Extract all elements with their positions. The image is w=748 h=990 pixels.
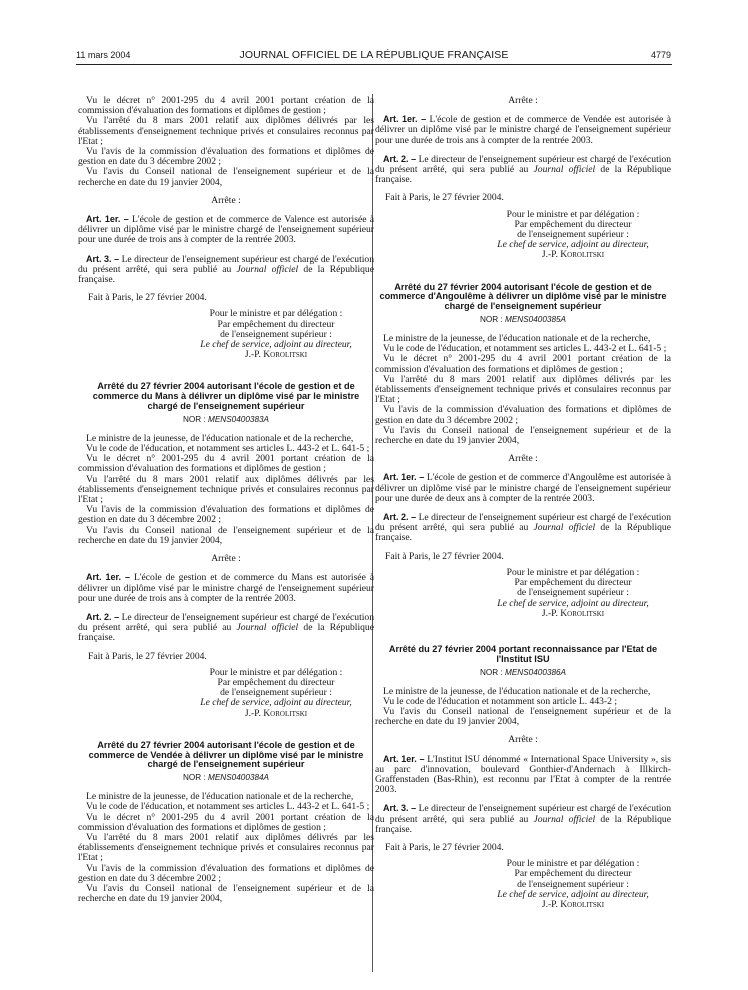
- nor-code: MENS0400385A: [505, 315, 567, 325]
- signature-line: Par empêchement du directeur: [217, 318, 335, 330]
- journal-officiel-ref: Journal officiel: [236, 622, 299, 634]
- fait-a-paris: Fait à Paris, le 27 février 2004.: [385, 550, 504, 562]
- article-label: Art. 3. –: [383, 803, 417, 814]
- visa: Vu le code de l'éducation, et notamment ses articles L. 443-2 et L. 641-5 ;: [86, 443, 370, 455]
- signature-line: Pour le ministre et par délégation :: [209, 666, 343, 678]
- visa: Vu l'avis du Conseil national de l'enseignement supérieur et de la recherche en date du 19 janvier 2004,: [78, 524, 374, 546]
- visa: Le ministre de la jeunesse, de l'éducation nationale et de la recherche,: [86, 791, 354, 803]
- journal-officiel-ref: Journal officiel: [533, 813, 596, 825]
- article-text: Le directeur de l'enseignement supérieur est chargé de l'exécution du présent arrêté, qui sera publié au: [78, 611, 375, 634]
- signature-line: de l'enseignement supérieur :: [220, 328, 332, 340]
- signature-block: [375, 210, 671, 261]
- arrete-heading: Arrête :: [508, 95, 538, 106]
- article: [375, 472, 671, 504]
- article-text-end: de la République française.: [375, 522, 671, 544]
- article-label: Art. 1er. –: [86, 572, 131, 583]
- article: [375, 754, 671, 796]
- signature-line: de l'enseignement supérieur :: [220, 687, 332, 699]
- visa: Vu le décret n° 2001-295 du 4 avril 2001 portant création de la commission d'évaluation des formations et diplômes de gestion ;: [78, 453, 374, 475]
- article-text: L'école de gestion et de commerce de Valence est autorisée à délivrer un diplôme visé par le ministre chargé de l'enseignement supérieur pour une durée de trois ans à compter de la rentrée 2003.: [78, 214, 374, 246]
- header-rule: [76, 64, 672, 65]
- article: [375, 512, 671, 544]
- article-label: Art. 1er. –: [86, 214, 129, 225]
- journal-officiel-ref: Journal officiel: [236, 263, 299, 275]
- signature-block: [78, 668, 374, 719]
- visa: Vu le décret n° 2001-295 du 4 avril 2001 portant création de la commission d'évaluation des formations et diplômes de gestion ;: [375, 353, 671, 375]
- decree-title: Arrêté du 27 février 2004 portant reconnaissance par l'Etat de l'Institut ISU: [388, 643, 658, 664]
- fait-a-paris: Fait à Paris, le 27 février 2004.: [88, 292, 207, 304]
- signature-block: [375, 568, 671, 619]
- article: [375, 803, 671, 835]
- article-label: Art. 2. –: [383, 153, 417, 164]
- signatory-name: J.-P. Korolitski: [541, 898, 605, 910]
- signature-line: Par empêchement du directeur: [514, 218, 632, 230]
- visa: Vu l'avis de la commission d'évaluation des formations et diplômes de gestion en date du 3 décembre 2002 ;: [78, 504, 374, 526]
- visa: Vu le code de l'éducation, et notamment ses articles L. 443-2 et L. 641-5 ;: [86, 801, 370, 813]
- article-label: Art. 1er. –: [383, 753, 425, 764]
- nor-code: MENS0400383A: [208, 414, 270, 424]
- article-text-end: de la République française.: [78, 263, 374, 286]
- page-number: 4779: [650, 50, 671, 60]
- nor-label: NOR :: [182, 773, 206, 783]
- article-text: L'école de gestion et de commerce de Vendée est autorisée à délivrer un diplôme visé par le ministre chargé de l'enseignement supérieur pour une durée de trois ans à compter de la rentrée 2003.: [375, 114, 671, 146]
- signature-line: de l'enseignement supérieur :: [517, 229, 629, 241]
- visa: Le ministre de la jeunesse, de l'éducation nationale et de la recherche,: [383, 333, 651, 345]
- visa: Vu le code de l'éducation et notamment son article L. 443-2 ;: [383, 695, 617, 707]
- signature-line: Par empêchement du directeur: [217, 676, 335, 688]
- nor-label: NOR :: [479, 315, 503, 325]
- nor-label: NOR :: [479, 667, 503, 677]
- fait-a-paris: Fait à Paris, le 27 février 2004.: [88, 650, 207, 662]
- nor-label: NOR :: [182, 414, 206, 424]
- signatory-name: J.-P. Korolitski: [244, 707, 308, 719]
- article-text: L'école de gestion et de commerce d'Angoulême est autorisée à délivrer un diplôme visé par le ministre chargé de l'enseignement supérieur pour une durée de deux ans à compter de la rentrée 2003.: [375, 472, 671, 504]
- visa: Vu le décret n° 2001-295 du 4 avril 2001 portant création de la commission d'évaluation des formations et diplômes de gestion ;: [78, 95, 374, 117]
- visa: Le ministre de la jeunesse, de l'éducation nationale et de la recherche,: [86, 432, 354, 444]
- signature-line: Par empêchement du directeur: [514, 577, 632, 589]
- signature-line: Le chef de service, adjoint au directeur,: [497, 597, 649, 609]
- article-text: Le directeur de l'enseignement supérieur est chargé de l'exécution du présent arrêté, qui sera publié au: [375, 803, 672, 825]
- signatory-name: J.-P. Korolitski: [541, 607, 605, 619]
- article: [78, 214, 374, 246]
- article-label: Art. 1er. –: [383, 472, 425, 483]
- article-label: Art. 2. –: [383, 512, 417, 523]
- signature-line: Pour le ministre et par délégation :: [506, 208, 640, 220]
- nor-code: MENS0400386A: [505, 667, 567, 677]
- page-header: [0, 0, 748, 70]
- visa: Vu l'arrêté du 8 mars 2001 relatif aux diplômes délivrés par les établissements d'enseignement technique privés et consulaires reconnus par l'Etat ;: [78, 831, 374, 864]
- signature-line: de l'enseignement supérieur :: [517, 587, 629, 599]
- signature-line: de l'enseignement supérieur :: [517, 878, 629, 890]
- article-text-end: de la République française.: [78, 622, 374, 644]
- article-text-end: de la République française.: [375, 813, 671, 835]
- arrete-heading: Arrête :: [508, 453, 538, 465]
- arrete-heading: Arrête :: [211, 553, 241, 565]
- arrete-heading: Arrête :: [508, 734, 538, 746]
- article-text-end: de la République française.: [375, 164, 671, 186]
- article-text: L'Institut ISU dénommé « International Space University », sis au parc d'innovation, boulevard Gonthier-d'Andernach à Illkirch-Graffenstaden (Bas-Rhin), est reconnu par l'Etat à compter de la rentrée 2003.: [375, 753, 671, 796]
- arrete-heading: Arrête :: [211, 194, 241, 206]
- signatory-name: J.-P. Korolitski: [541, 249, 605, 261]
- article: [375, 154, 671, 186]
- visa: Vu le décret n° 2001-295 du 4 avril 2001 portant création de la commission d'évaluation des formations et diplômes de gestion ;: [78, 811, 374, 833]
- journal-officiel-ref: Journal officiel: [533, 164, 596, 176]
- visa: Vu l'arrêté du 8 mars 2001 relatif aux diplômes délivrés par les établissements d'enseignement technique privés et consulaires reconnus par l'Etat ;: [78, 115, 374, 147]
- journal-officiel-ref: Journal officiel: [533, 522, 596, 534]
- fait-a-paris: Fait à Paris, le 27 février 2004.: [385, 192, 504, 204]
- nor-reference: [78, 773, 374, 782]
- signature-line: Pour le ministre et par délégation :: [209, 308, 343, 320]
- signature-line: Pour le ministre et par délégation :: [506, 858, 640, 870]
- article: [375, 114, 671, 146]
- visa: Le ministre de la jeunesse, de l'éducation nationale et de la recherche,: [383, 685, 651, 697]
- article-text: Le directeur de l'enseignement supérieur est chargé de l'exécution du présent arrêté, qui sera publié au: [375, 512, 672, 534]
- nor-code: MENS0400384A: [208, 773, 270, 783]
- visa: Vu l'avis du Conseil national de l'enseignement supérieur et de la recherche en date du 19 janvier 2004,: [78, 882, 374, 905]
- decree-title: Arrêté du 27 février 2004 autorisant l'école de gestion et de commerce de Vendée à délivrer un diplôme visé par le ministre chargé de l'enseignement supérieur: [88, 739, 364, 770]
- signature-line: Le chef de service, adjoint au directeur,: [200, 339, 352, 351]
- visa: Vu le code de l'éducation, et notamment ses articles L. 443-2 et L. 641-5 ;: [383, 343, 667, 355]
- decree-title: Arrêté du 27 février 2004 autorisant l'école de gestion et de commerce du Mans à délivrer un diplôme visé par le ministre chargé de l'enseignement supérieur: [92, 381, 360, 412]
- visa: Vu l'avis de la commission d'évaluation des formations et diplômes de gestion en date du 3 décembre 2002 ;: [78, 146, 374, 168]
- nor-reference: [78, 415, 374, 424]
- nor-reference: [375, 668, 671, 677]
- nor-reference: [375, 315, 671, 324]
- article-text: Le directeur de l'enseignement supérieur est chargé de l'exécution du présent arrêté, qui sera publié au: [375, 153, 672, 176]
- signature-line: Le chef de service, adjoint au directeur,: [497, 888, 649, 900]
- decree-title: Arrêté du 27 février 2004 autorisant l'école de gestion et de commerce d'Angoulême à délivrer un diplôme visé par le ministre chargé de l'enseignement supérieur: [379, 281, 667, 312]
- article-label: Art. 1er. –: [383, 114, 427, 125]
- signature-line: Le chef de service, adjoint au directeur,: [497, 239, 649, 251]
- visa: Vu l'avis de la commission d'évaluation des formations et diplômes de gestion en date du 3 décembre 2002 ;: [375, 404, 671, 426]
- signature-line: Par empêchement du directeur: [514, 868, 632, 880]
- article: [78, 612, 374, 644]
- article-label: Art. 3. –: [86, 253, 120, 264]
- article-text: Le directeur de l'enseignement supérieur est chargé de l'exécution du présent arrêté, qui sera publié au: [78, 253, 375, 275]
- article: [78, 572, 374, 604]
- fait-a-paris: Fait à Paris, le 27 février 2004.: [385, 841, 504, 853]
- signature-block: [375, 859, 671, 910]
- issue-date: 11 mars 2004: [76, 50, 131, 60]
- visa: Vu l'avis de la commission d'évaluation des formations et diplômes de gestion en date du 3 décembre 2002 ;: [78, 862, 374, 884]
- left-column: [78, 96, 374, 904]
- signatory-name: J.-P. Korolitski: [244, 349, 308, 361]
- visa: Vu l'avis du Conseil national de l'enseignement supérieur et de la recherche en date du 19 janvier 2004,: [78, 166, 374, 188]
- right-column: [375, 96, 671, 910]
- visa: Vu l'avis du Conseil national de l'enseignement supérieur et de la recherche en date du 19 janvier 2004,: [375, 424, 671, 447]
- signature-block: [78, 309, 374, 360]
- article-text: L'école de gestion et de commerce du Mans est autorisée à délivrer un diplôme visé par le ministre chargé de l'enseignement supérieur pour une durée de trois ans à compter de la rentrée 2003.: [78, 572, 374, 604]
- visa: Vu l'arrêté du 8 mars 2001 relatif aux diplômes délivrés par les établissements d'enseignement technique privés et consulaires reconnus par l'Etat ;: [78, 473, 374, 506]
- signature-line: Pour le ministre et par délégation :: [506, 566, 640, 578]
- article: [78, 254, 374, 286]
- signature-line: Le chef de service, adjoint au directeur,: [200, 697, 352, 709]
- article-label: Art. 2. –: [86, 611, 120, 622]
- journal-title: JOURNAL OFFICIEL DE LA RÉPUBLIQUE FRANÇAISE: [239, 49, 509, 61]
- visa: Vu l'avis du Conseil national de l'enseignement supérieur et de la recherche en date du 19 janvier 2004,: [375, 705, 671, 728]
- visa: Vu l'arrêté du 8 mars 2001 relatif aux diplômes délivrés par les établissements d'enseignement technique privés et consulaires reconnus par l'Etat ;: [375, 373, 671, 406]
